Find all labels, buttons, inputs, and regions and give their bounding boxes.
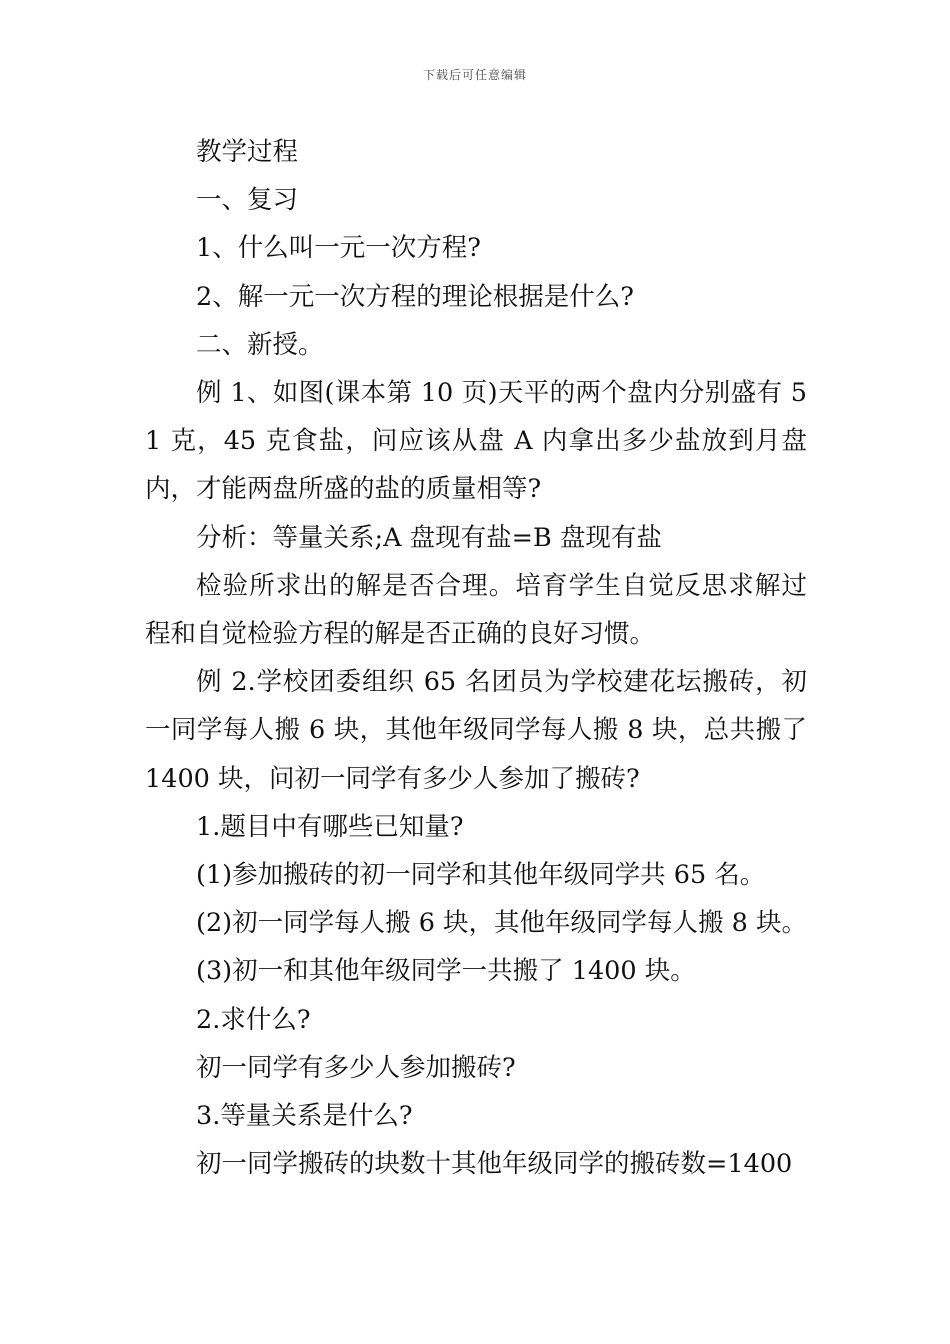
document-body bbox=[145, 128, 807, 1188]
known-quantity-1: (1)参加搬砖的初一同学和其他年级同学共 65 名。 bbox=[196, 860, 766, 891]
question-known-quantities: 1.题目中有哪些已知量? bbox=[196, 811, 464, 842]
section-heading-review: 一、复习 bbox=[196, 185, 299, 216]
review-question-2: 2、解一元一次方程的理论根据是什么? bbox=[196, 281, 634, 312]
example-2-text: 例 2.学校团委组织 65 名团员为学校建花坛搬砖，初一同学每人搬 6 块，其他年级同学每人搬 8 块，总共搬了 1400 块，问初一同学有多少人参加了搬砖? bbox=[145, 667, 807, 794]
question-equal-relation: 3.等量关系是什么? bbox=[196, 1101, 413, 1132]
answer-what-to-find: 初一同学有多少人参加搬砖? bbox=[196, 1052, 516, 1083]
example-1-check-note: 检验所求出的解是否合理。培育学生自觉反思求解过程和自觉检验方程的解是否正确的良好习惯。 bbox=[145, 570, 807, 650]
equal-relation-statement: 初一同学搬砖的块数十其他年级同学的搬砖数=1400 bbox=[196, 1149, 793, 1180]
example-1-analysis: 分析：等量关系;A 盘现有盐=B 盘现有盐 bbox=[196, 522, 662, 553]
section-title-teaching-process: 教学过程 bbox=[196, 137, 299, 167]
known-quantity-3: (3)初一和其他年级同学一共搬了 1400 块。 bbox=[196, 956, 696, 987]
page-header: 下载后可任意编辑 bbox=[422, 68, 527, 82]
section-heading-new-lesson: 二、新授。 bbox=[196, 329, 324, 360]
known-quantity-2: (2)初一同学每人搬 6 块，其他年级同学每人搬 8 块。 bbox=[196, 908, 807, 939]
review-question-1: 1、什么叫一元一次方程? bbox=[196, 233, 481, 264]
example-1-text: 例 1、如图(课本第 10 页)天平的两个盘内分别盛有 51 克，45 克食盐，问应该从盘 A 内拿出多少盐放到月盘内，才能两盘所盛的盐的质量相等? bbox=[145, 378, 807, 505]
question-what-to-find: 2.求什么? bbox=[196, 1004, 311, 1035]
